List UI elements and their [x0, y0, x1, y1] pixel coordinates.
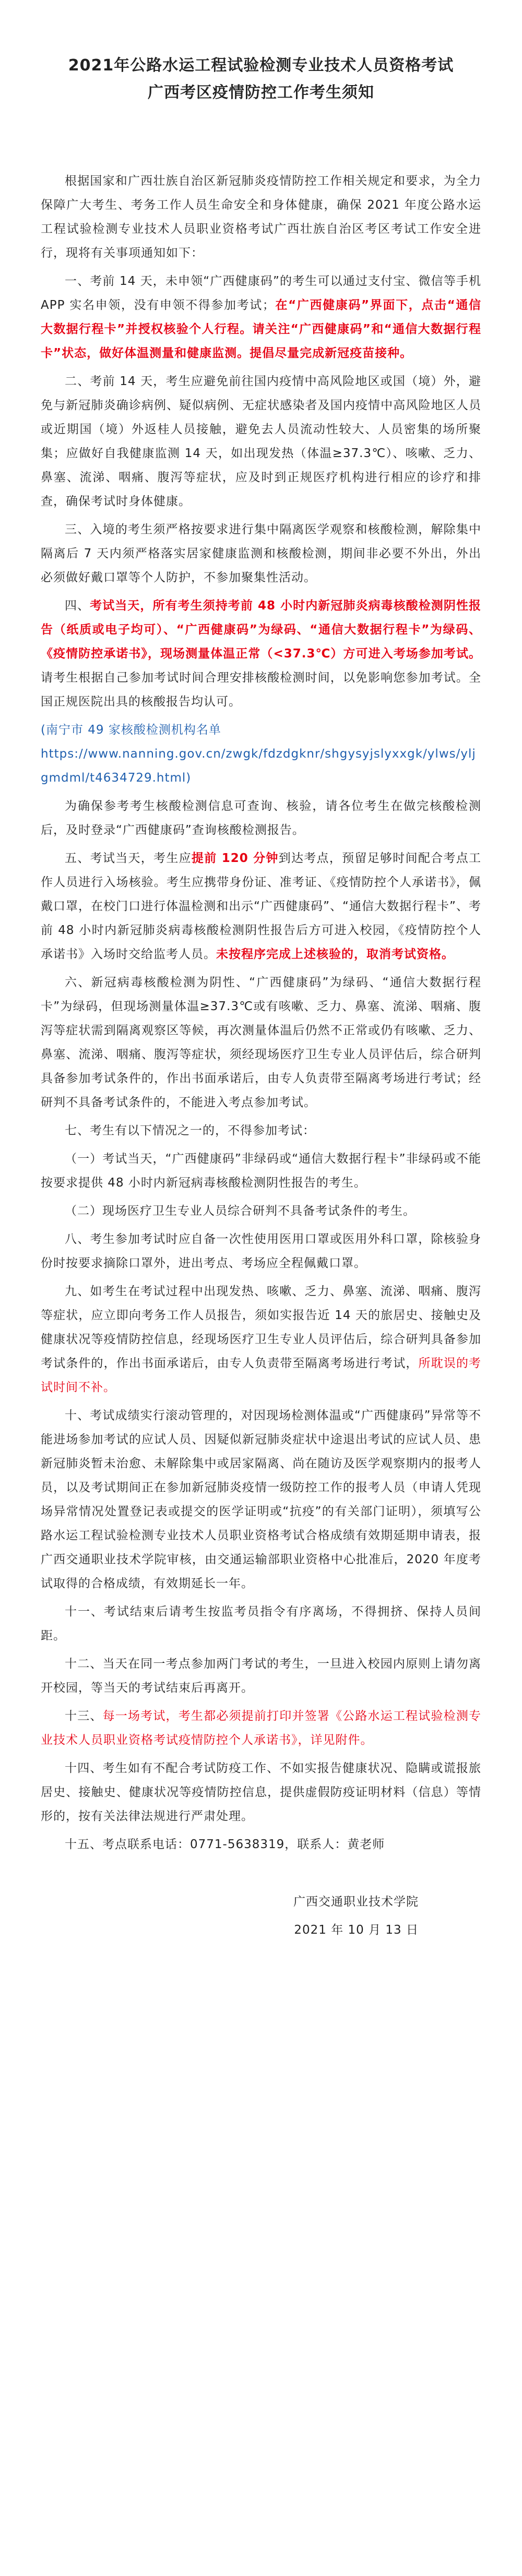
item-4	[41, 594, 481, 714]
notice-title	[41, 52, 481, 106]
item-2: 二、考前 14 天，考生应避免前往国内疫情中高风险地区或国（境）外，避免与新冠肺炎确诊病例、疑似病例、无症状感染者及国内疫情中高风险地区人员或近期国（境）外返桂人员接触，避免去人员流动性较大、人员密集的场所聚集；应做好自我健康监测 14 天，如出现发热（体温≥37.3℃）、咳嗽、乏力、鼻塞、流涕、咽痛、腹泻等症状，应及时到正规医疗机构进行相应的诊疗和排查，确保考试时身体健康。	[41, 375, 481, 508]
item-10: 十、考试成绩实行滚动管理的，对因现场检测体温或“广西健康码”异常等不能进场参加考试的应试人员、因疑似新冠肺炎症状中途退出考试的应试人员、患新冠肺炎暂未治愈、未解除集中或居家隔离、尚在随访及医学观察期内的报考人员，以及考试期间正在参加新冠肺炎疫情一级防控工作的报考人员（申请人凭现场异常情况处置登记表或提交的医学证明或“抗疫”的有关部门证明），须填写公路水运工程试验检测专业技术人员职业资格考试合格成绩有效期延期申请表，报广西交通职业技术学院审核，由交通运输部职业资格中心批准后，2020 年度考试取得的合格成绩，有效期延长一年。	[41, 1409, 481, 1590]
signature-date: 2021 年 10 月 13 日	[294, 1923, 419, 1937]
item-9-text: 九、如考生在考试过程中出现发热、咳嗽、乏力、鼻塞、流涕、咽痛、腹泻等症状，应立即向考务工作人员报告，须如实报告近 14 天的旅居史、接触史及健康状况等疫情防控信息，经现场医疗卫生专业人员评估后，综合研判具备参加考试条件的，作出书面承诺后，由专人负责带至隔离考场进行考试，	[41, 1285, 481, 1370]
title-line-2: 广西考区疫情防控工作考生须知	[148, 83, 374, 102]
nucleic-test-list-label: (南宁市 49 家核酸检测机构名单	[41, 723, 221, 737]
item-5	[41, 846, 481, 966]
item-14: 十四、考生如有不配合考试防疫工作、不如实报告健康状况、隐瞒或谎报旅居史、接触史、健康状况等疫情防控信息，提供虚假防疫证明材料（信息）等情形的，按有关法律法规进行严肃处理。	[41, 1762, 481, 1823]
item-7: 七、考生有以下情况之一的，不得参加考试：	[65, 1124, 315, 1137]
item-15-contact: 十五、考点联系电话：0771-5638319，联系人：黄老师	[65, 1838, 385, 1851]
item-4-link-block	[41, 718, 481, 790]
intro-paragraph: 根据国家和广西壮族自治区新冠肺炎疫情防控工作相关规定和要求，为全力保障广大考生、考务工作人员生命安全和身体健康，确保 2021 年度公路水运工程试验检测专业技术人员职业资格考试广西壮族自治区考区考试工作安全进行，现将有关事项通知如下：	[41, 174, 481, 260]
item-7-case-2: （二）现场医疗卫生专业人员综合研判不具备考试条件的考生。	[65, 1204, 416, 1218]
item-1	[41, 269, 481, 365]
item-4-note: 为确保参考考生核酸检测信息可查询、核验，请各位考生在做完核酸检测后，及时登录“广西健康码”查询核酸检测报告。	[41, 799, 481, 837]
item-13-emphasis: 每一场考试，考生都必须提前打印并签署《公路水运工程试验检测专业技术人员职业资格考试疫情防控个人承诺书》，详见附件。	[41, 1709, 481, 1747]
nucleic-test-list-link[interactable]: https://www.nanning.gov.cn/zwgk/fdzdgknr/shgysyjslyxxgk/ylws/yljgmdml/t4634729.html)	[41, 747, 476, 785]
signature-block	[41, 1888, 481, 1944]
item-11: 十一、考试结束后请考生按监考员指令有序离场，不得拥挤、保持人员间距。	[41, 1605, 481, 1643]
item-13	[41, 1704, 481, 1752]
item-9-emphasis: 所耽误的考试时间不补。	[41, 1357, 482, 1394]
item-4-text: 请考生根据自己参加考试时间合理安排核酸检测时间，以免影响您参加考试。全国正规医院出具的核酸报告均认可。	[41, 671, 481, 709]
item-6: 六、新冠病毒核酸检测为阴性、“广西健康码”为绿码、“通信大数据行程卡”为绿码，但现场测量体温≥37.3℃或有咳嗽、乏力、鼻塞、流涕、咽痛、腹泻等症状需到隔离观察区等候，再次测量体温后仍然不正常或仍有咳嗽、乏力、鼻塞、流涕、咽痛、腹泻等症状，须经现场医疗卫生专业人员评估后，综合研判具备参加考试条件的，作出书面承诺后，由专人负责带至隔离考场进行考试；经研判不具备考试条件的，不能进入考点参加考试。	[41, 976, 481, 1109]
item-4-emphasis: 考试当天，所有考生须持考前 48 小时内新冠肺炎病毒核酸检测阴性报告（纸质或电子均可）、“广西健康码”为绿码、“通信大数据行程卡”为绿码、《疫情防控承诺书》，现场测量体温正常（<37.3℃）方可进入考场参加考试。	[41, 599, 481, 661]
item-5-text-c: 到达考点，预留足够时间配合考点工作人员进行入场核验。考生应携带身份证、准考证、《疫情防控个人承诺书》，佩戴口罩，在校门口进行体温检测和出示“广西健康码”、“通信大数据行程卡”、考前 48 小时内新冠肺炎病毒核酸检测阴性报告后方可进入校园，《疫情防控个人承诺书》入场时交给监考人员。	[41, 852, 482, 961]
item-1-emphasis: 在“广西健康码”界面下，点击“通信大数据行程卡”并授权核验个人行程。请关注“广西健康码”和“通信大数据行程卡”状态，做好体温测量和健康监测。提倡尽量完成新冠疫苗接种。	[41, 298, 481, 360]
item-1-text: 一、考前 14 天，未申领“广西健康码”的考生可以通过支付宝、微信等手机 APP 实名申领，没有申领不得参加考试；	[41, 274, 481, 312]
item-4-number: 四、	[65, 599, 90, 613]
title-line-1: 2021年公路水运工程试验检测专业技术人员资格考试	[68, 56, 454, 75]
item-5-arrival-time: 提前 120 分钟	[191, 852, 279, 865]
item-5-emphasis: 未按程序完成上述核验的，取消考试资格。	[216, 948, 454, 961]
item-13-number: 十三、	[65, 1709, 103, 1723]
item-5-text-a: 五、考试当天，考生应	[65, 852, 192, 865]
item-3: 三、入境的考生须严格按要求进行集中隔离医学观察和核酸检测，解除集中隔离后 7 天内须严格落实居家健康监测和核酸检测，期间非必要不外出，外出必须做好戴口罩等个人防护，不参加聚集性活动。	[41, 523, 481, 584]
item-12: 十二、当天在同一考点参加两门考试的考生，一旦进入校园内原则上请勿离开校园，等当天的考试结束后再离开。	[41, 1657, 481, 1695]
signature-organization: 广西交通职业技术学院	[293, 1895, 419, 1909]
item-9	[41, 1279, 481, 1399]
item-8: 八、考生参加考试时应自备一次性使用医用口罩或医用外科口罩，除核验身份时按要求摘除口罩外，进出考点、考场应全程佩戴口罩。	[41, 1232, 481, 1270]
item-7-case-1: （一）考试当天，“广西健康码”非绿码或“通信大数据行程卡”非绿码或不能按要求提供 48 小时内新冠病毒核酸检测阴性报告的考生。	[41, 1152, 481, 1190]
